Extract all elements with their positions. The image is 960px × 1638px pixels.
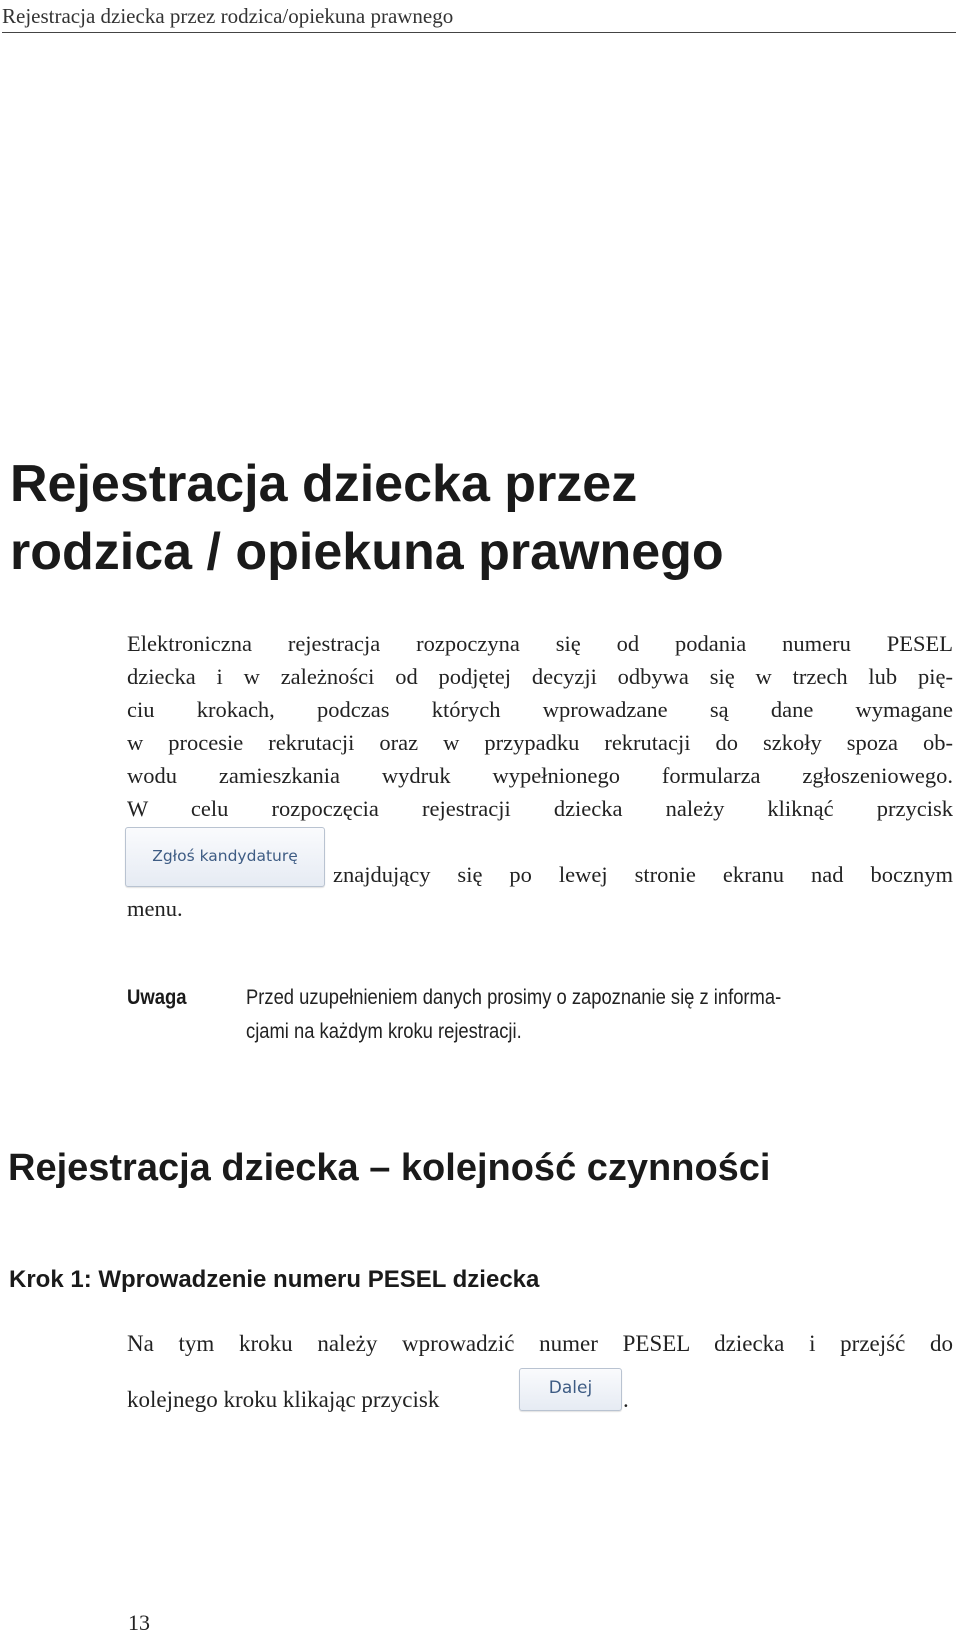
- intro-line: w procesie rekrutacji oraz w przypadku rekrutacji do szkoły spoza ob-: [127, 730, 953, 755]
- note-line: Przed uzupełnieniem danych prosimy o zapoznanie się z informa-: [246, 986, 782, 1009]
- intro-last-word: menu.: [127, 896, 183, 921]
- intro-paragraph: [127, 627, 953, 825]
- intro-after-button-text: znajdujący się po lewej stronie ekranu nad bocznym: [333, 862, 953, 887]
- note-label: Uwaga: [127, 986, 187, 1009]
- intro-line: Elektroniczna rejestracja rozpoczyna się od podania numeru PESEL: [127, 631, 953, 656]
- intro-line: dziecka i w zależności od podjętej decyzji odbywa się w trzech lub pię-: [127, 664, 953, 689]
- page-number: 13: [128, 1610, 150, 1635]
- step-1-text-line-1: Na tym kroku należy wprowadzić numer PESEL dziecka i przejść do: [127, 1331, 953, 1356]
- page-title: [10, 450, 950, 586]
- dalej-button[interactable]: Dalej: [519, 1368, 622, 1411]
- page-title-line-2: rodzica / opiekuna prawnego: [10, 523, 724, 581]
- note-text: [246, 981, 954, 1049]
- running-header: Rejestracja dziecka przez rodzica/opiekuna prawnego: [2, 2, 956, 33]
- step-1-text-line-2: kolejnego kroku klikając przycisk: [127, 1387, 440, 1412]
- zglos-kandydature-button[interactable]: Zgłoś kandydaturę: [125, 827, 325, 887]
- intro-line: W celu rozpoczęcia rejestracji dziecka należy kliknąć przycisk: [127, 796, 953, 821]
- intro-line: wodu zamieszkania wydruk wypełnionego formularza zgłoszeniowego.: [127, 763, 953, 788]
- step-1-trailing-period: .: [623, 1387, 629, 1412]
- page-title-line-1: Rejestracja dziecka przez: [10, 455, 638, 513]
- section-heading: Rejestracja dziecka – kolejność czynności: [8, 1147, 771, 1189]
- step-1-heading: Krok 1: Wprowadzenie numeru PESEL dziecka: [9, 1266, 540, 1293]
- intro-line: ciu krokach, podczas których wprowadzane są dane wymagane: [127, 697, 953, 722]
- note-line: cjami na każdym kroku rejestracji.: [246, 1020, 522, 1043]
